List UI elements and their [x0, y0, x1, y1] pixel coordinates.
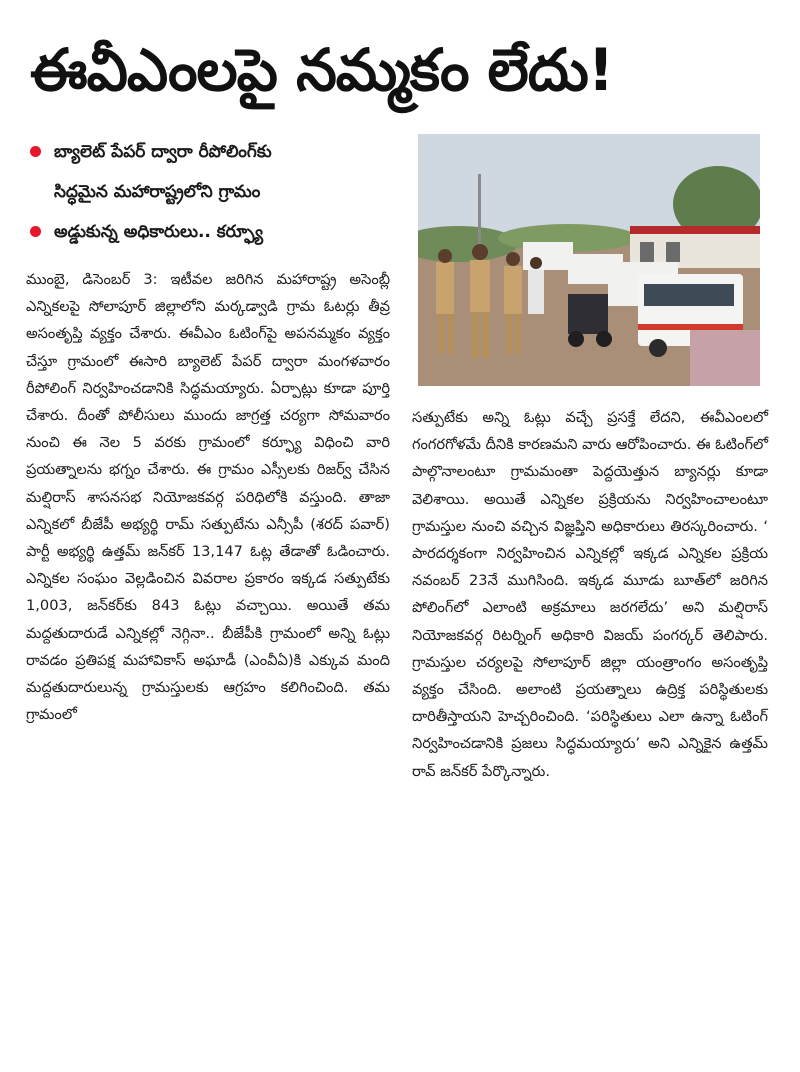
police-at-village-photo — [418, 134, 760, 386]
bullet-point-2 — [26, 212, 406, 252]
article-body-left: ముంబై, డిసెంబర్ 3: ఇటీవల జరిగిన మహారాష్ట్ర అసెంబ్లీ ఎన్నికలపై సోలాపూర్ జిల్లాలోని మర్కడ్వాడి గ్రామ ఓటర్లు తీవ్ర అసంతృప్తి వ్యక్తం చేశారు. ఈవీఎం ఓటింగ్‌పై అపనమ్మకం వ్యక్తం చేస్తూ గ్రామంలో ఈసారి బ్యాలెట్ పేపర్ ద్వారా మంగళవారం రీపోలింగ్ నిర్వహించడానికి సిద్ధమయ్యారు. ఏర్పాట్లు కూడా పూర్తి చేశారు. దీంతో పోలీసులు ముందు జాగ్రత్త చర్యగా సోమవారం నుంచి ఈ నెల 5 వరకు గ్రామంలో కర్ఫ్యూ విధించి వారి ప్రయత్నాలను భగ్నం చేశారు. ఈ గ్రామం ఎస్సీలకు రిజర్వ్ చేసిన మల్షిరాస్ శాసనసభ నియోజకవర్గ పరిధిలోకి వస్తుంది. తాజా ఎన్నికలో బీజేపీ అభ్యర్థి రామ్ సత్పుటేను ఎన్సీపీ (శరద్ పవార్) పార్టీ అభ్యర్థి ఉత్తమ్ జన్‌కర్ 13,147 ఓట్ల తేడాతో ఓడించారు. ఎన్నికల సంఘం వెల్లడించిన వివరాల ప్రకారం ఇక్కడ సత్పుటేకు 1,003, జన్‌కర్‌కు 843 ఓట్లు వచ్చాయి. అయితే తమ మద్దతుదారుడే ఎన్నికల్లో నెగ్గినా.. బీజేపీకి గ్రామంలో అన్ని ఓట్లు రావడం ప్రతిపక్ష మహావికాస్ అఘాడీ (ఎంవీఏ)కి ఎక్కువ మంది మద్దతుదారులున్న గ్రామస్తులకు ఆగ్రహం కలిగించింది. తమ గ్రామంలో — [26, 271, 390, 724]
red-bullet-icon — [30, 226, 41, 237]
bullet-2-line-1: అడ్డుకున్న అధికారులు.. కర్ఫ్యూ — [54, 222, 264, 242]
article-left-column — [26, 266, 390, 728]
article-right-column — [412, 404, 768, 785]
subheadline-bullets — [26, 132, 406, 252]
bullet-point-1 — [26, 132, 406, 212]
headline: ఈవీఎంలపై నమ్మకం లేదు! — [30, 36, 614, 104]
article-body-right: సత్పుటేకు అన్ని ఓట్లు వచ్చే ప్రసక్తే లేదని, ఈవీఎంలలో గంగరగోళమే దీనికి కారణమని వారు ఆరోపించారు. ఈ ఓటింగ్‌లో పాల్గొనాలంటూ గ్రామమంతా పెద్దయెత్తున బ్యానర్లు కూడా వెలిశాయి. అయితే ఎన్నికల ప్రక్రియను నిర్వహించాలంటూ గ్రామస్తుల నుంచి వచ్చిన విజ్ఞప్తిని అధికారులు తిరస్కరించారు. ‘ పారదర్శకంగా నిర్వహించిన ఎన్నికల్లో ఇక్కడ ఎన్నికల ప్రక్రియ నవంబర్ 23నే ముగిసింది. ఇక్కడ మూడు బూత్‌లో జరిగిన పోలింగ్‌లో ఎలాంటి అక్రమాలు జరగలేదు’ అని మల్షిరాస్ నియోజకవర్గ రిటర్నింగ్ అధికారి విజయ్ పంగర్కర్ తెలిపారు. గ్రామస్తుల చర్యలపై సోలాపూర్ జిల్లా యంత్రాంగం అసంతృప్తి వ్యక్తం చేసింది. అలాంటి ప్రయత్నాలు ఉద్రిక్త పరిస్థితులకు దారితీస్తాయని హెచ్చరించింది. ‘పరిస్థితులు ఎలా ఉన్నా ఓటింగ్ నిర్వహించడానికి ప్రజలు సిద్ధమయ్యారు’ అని ఎన్నికైన ఉత్తమ్ రావ్ జన్‌కర్ పేర్కొన్నారు. — [412, 409, 768, 780]
bullet-1-line-2: సిద్ధమైన మహారాష్ట్రలోని గ్రామం — [54, 182, 261, 202]
bullet-1-line-1: బ్యాలెట్ పేపర్ ద్వారా రీపోలింగ్‌కు — [54, 142, 272, 162]
news-photo — [418, 134, 760, 386]
red-bullet-icon — [30, 146, 41, 157]
